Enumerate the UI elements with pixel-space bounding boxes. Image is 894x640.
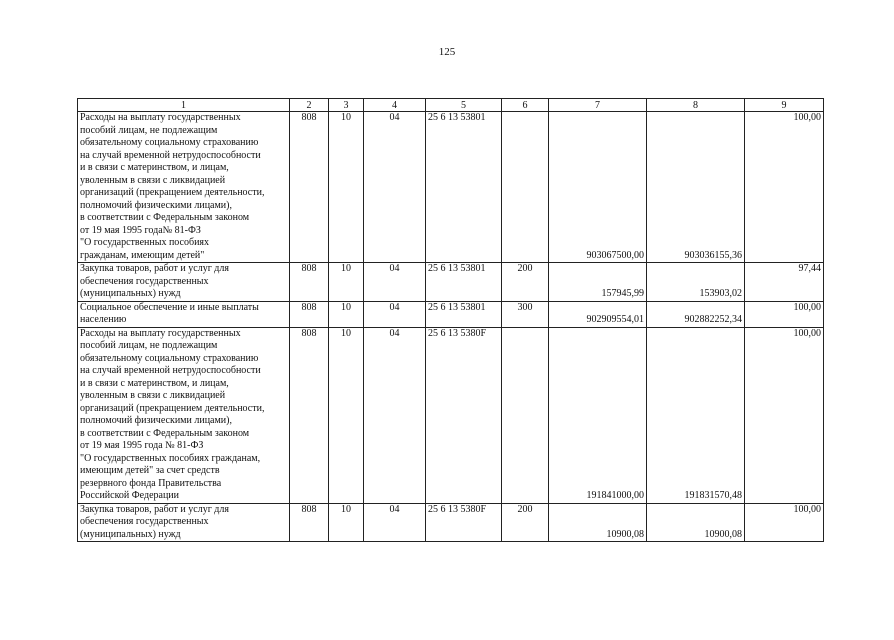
row-description: Закупка товаров, работ и услуг для обеспечения государственных (муниципальных) нужд [78, 503, 290, 542]
cell-section: 10 [329, 301, 364, 327]
column-header: 6 [502, 99, 549, 112]
cell-execution-percent: 100,00 [745, 503, 824, 542]
cell-execution-percent: 100,00 [745, 327, 824, 503]
table-row [78, 327, 824, 503]
cell-target-article: 25 6 13 53801 [426, 301, 502, 327]
cell-section: 10 [329, 263, 364, 302]
cell-ministry-code: 808 [290, 327, 329, 503]
cell-planned-amount: 157945,99 [549, 263, 647, 302]
cell-target-article: 25 6 13 5380F [426, 327, 502, 503]
cell-expense-type [502, 112, 549, 263]
budget-table [77, 98, 824, 542]
cell-expense-type [502, 327, 549, 503]
cell-target-article: 25 6 13 53801 [426, 263, 502, 302]
table-row [78, 263, 824, 302]
cell-expense-type: 300 [502, 301, 549, 327]
column-header: 2 [290, 99, 329, 112]
cell-planned-amount: 903067500,00 [549, 112, 647, 263]
cell-expense-type: 200 [502, 263, 549, 302]
cell-target-article: 25 6 13 53801 [426, 112, 502, 263]
cell-execution-percent: 100,00 [745, 301, 824, 327]
cell-planned-amount: 191841000,00 [549, 327, 647, 503]
column-header: 5 [426, 99, 502, 112]
table-row [78, 112, 824, 263]
cell-ministry-code: 808 [290, 503, 329, 542]
cell-planned-amount: 10900,08 [549, 503, 647, 542]
cell-subsection: 04 [364, 327, 426, 503]
column-header: 8 [647, 99, 745, 112]
cell-section: 10 [329, 327, 364, 503]
cell-target-article: 25 6 13 5380F [426, 503, 502, 542]
column-header: 9 [745, 99, 824, 112]
cell-execution-percent: 97,44 [745, 263, 824, 302]
table-row [78, 301, 824, 327]
column-header: 3 [329, 99, 364, 112]
row-description: Расходы на выплату государственных пособий лицам, не подлежащим обязательному социальному страхованию на случай временной нетрудоспособности и в связи с материнством, и лицам, уволенным в связи с ликвидацией организаций (прекращением деятельности, полномочий физическими лицами), в соответствии с Федеральным законом от 19 мая 1995 года № 81-ФЗ "О государственных пособиях гражданам, имеющим детей" за счет средств резервного фонда Правительства Российской Федерации [78, 327, 290, 503]
cell-ministry-code: 808 [290, 301, 329, 327]
cell-executed-amount: 191831570,48 [647, 327, 745, 503]
cell-executed-amount: 153903,02 [647, 263, 745, 302]
page-number: 125 [438, 46, 456, 58]
cell-subsection: 04 [364, 301, 426, 327]
table-row [78, 503, 824, 542]
column-header: 1 [78, 99, 290, 112]
cell-expense-type: 200 [502, 503, 549, 542]
cell-executed-amount: 10900,08 [647, 503, 745, 542]
column-header: 4 [364, 99, 426, 112]
cell-subsection: 04 [364, 112, 426, 263]
header-row [78, 99, 824, 112]
column-header: 7 [549, 99, 647, 112]
cell-subsection: 04 [364, 263, 426, 302]
cell-planned-amount: 902909554,01 [549, 301, 647, 327]
cell-executed-amount: 902882252,34 [647, 301, 745, 327]
cell-executed-amount: 903036155,36 [647, 112, 745, 263]
cell-execution-percent: 100,00 [745, 112, 824, 263]
cell-ministry-code: 808 [290, 112, 329, 263]
cell-subsection: 04 [364, 503, 426, 542]
cell-section: 10 [329, 503, 364, 542]
cell-ministry-code: 808 [290, 263, 329, 302]
row-description: Закупка товаров, работ и услуг для обеспечения государственных (муниципальных) нужд [78, 263, 290, 302]
row-description: Социальное обеспечение и иные выплаты населению [78, 301, 290, 327]
row-description: Расходы на выплату государственных пособий лицам, не подлежащим обязательному социальному страхованию на случай временной нетрудоспособности и в связи с материнством, и лицам, уволенным в связи с ликвидацией организаций (прекращением деятельности, полномочий физическими лицами), в соответствии с Федеральным законом от 19 мая 1995 года№ 81-ФЗ "О государственных пособиях гражданам, имеющим детей" [78, 112, 290, 263]
cell-section: 10 [329, 112, 364, 263]
